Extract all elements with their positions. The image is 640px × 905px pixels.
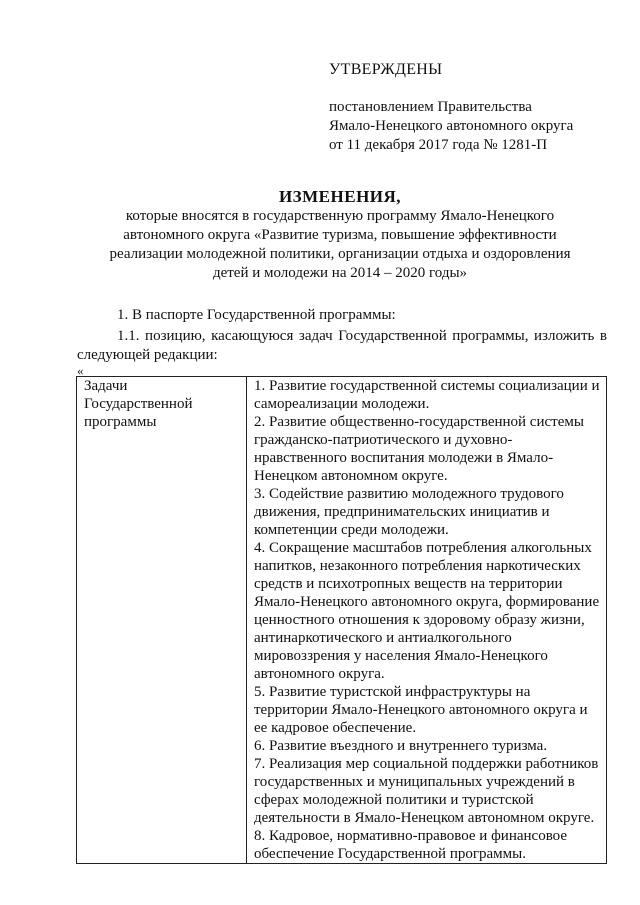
list-item: 4. Сокращение масштабов потребления алкогольных напитков, незаконного потребления наркотических средств и психотропных веществ на территории Ямало-Ненецкого автономного округа, формирование ценностного отношения к здоровому образу жизни, антинаркотического и антиалкогольного мировоззрения у населения Ямало-Ненецкого автономного округа.	[254, 540, 600, 682]
label-line: Задачи	[84, 378, 128, 394]
paragraph-1: 1. В паспорте Государственной программы:	[117, 307, 396, 323]
heading-line: автономного округа «Развитие туризма, повышение эффективности	[123, 227, 557, 243]
heading-line: которые вносятся в государственную программу Ямало-Ненецкого	[125, 208, 555, 224]
label-line: Государственной	[84, 396, 193, 412]
document-heading	[70, 186, 610, 283]
list-item: 3. Содействие развитию молодежного трудового движения, предпринимательских инициатив и компетенции среди молодежи.	[254, 486, 564, 538]
approval-date-line: от 11 декабря 2017 года № 1281-П	[329, 137, 548, 153]
table-label-cell	[77, 377, 247, 864]
table-row	[77, 377, 607, 864]
list-item: 8. Кадровое, нормативно-правовое и финансовое обеспечение Государственной программы.	[254, 828, 568, 862]
heading-line: детей и молодежи на 2014 – 2020 годы»	[212, 265, 468, 281]
approval-block	[329, 60, 619, 155]
approval-region-line: Ямало-Ненецкого автономного округа	[329, 118, 574, 134]
list-item: 5. Развитие туристской инфраструктуры на территории Ямало-Ненецкого автономного округа и ее кадровое обеспечение.	[254, 684, 588, 736]
label-line: программы	[84, 414, 157, 430]
approval-decree-line: постановлением Правительства	[329, 99, 532, 115]
program-tasks-table	[76, 376, 607, 864]
list-item: 6. Развитие въездного и внутреннего туризма.	[254, 738, 548, 754]
list-item: 1. Развитие государственной системы социализации и самореализации молодежи.	[254, 378, 600, 412]
table-items-cell	[247, 377, 607, 864]
list-item: 2. Развитие общественно-государственной системы гражданско-патриотического и духовно-нравственного воспитания молодежи в Ямало-Ненецком автономном округе.	[254, 414, 584, 484]
document-title: ИЗМЕНЕНИЯ,	[278, 187, 402, 206]
opening-quote: «	[77, 363, 84, 378]
approved-label: УТВЕРЖДЕНЫ	[329, 61, 443, 78]
heading-line: реализации молодежной политики, организации отдыха и оздоровления	[109, 246, 571, 262]
paragraph-1-1: 1.1. позицию, касающуюся задач Государственной программы, изложить в следующей редакции:	[77, 328, 607, 363]
list-item: 7. Реализация мер социальной поддержки работников государственных и муниципальных учреждений в сферах молодежной политики и туристской деятельности в Ямало-Ненецком автономном округе.	[254, 756, 599, 826]
